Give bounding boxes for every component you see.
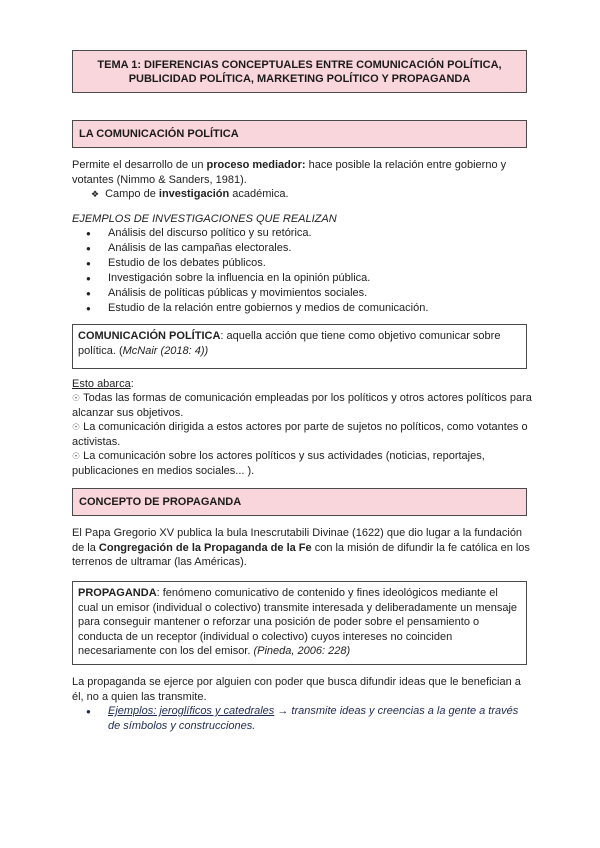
- list-item: [86, 271, 526, 286]
- circle-dot-icon: ☉: [72, 451, 81, 461]
- diamond-text-bold: investigación: [158, 188, 230, 200]
- definition-box-comunicacion: [72, 324, 527, 369]
- list-item: [86, 241, 526, 256]
- abarca-item: [72, 449, 532, 478]
- list-item-text: Estudio de la relación entre gobiernos y medios de comunicación.: [108, 302, 429, 314]
- circle-dot-icon: ☉: [72, 393, 81, 403]
- example-underlined: Ejemplos: jeroglíficos y catedrales: [108, 705, 275, 717]
- abarca-label-text: Esto abarca: [72, 378, 131, 390]
- list-item-text: Análisis del discurso político y su retórica.: [108, 227, 312, 239]
- abarca-item-text: Todas las formas de comunicación empleadas por los políticos y otros actores políticos para alcanzar sus objetivos.: [72, 392, 532, 419]
- intro-paragraph-propaganda: [72, 526, 532, 570]
- document-title-line-2: PUBLICIDAD POLÍTICA, MARKETING POLÍTICO Y PROPAGANDA: [128, 73, 471, 85]
- intro-text-pre: Permite el desarrollo de un: [72, 159, 207, 171]
- diamond-text-pre: Campo de: [105, 188, 159, 200]
- list-item: [86, 301, 526, 316]
- document-title-box: [72, 50, 527, 93]
- bullet-icon: ●: [86, 304, 91, 313]
- bullet-icon: ●: [86, 274, 91, 283]
- examples-heading: EJEMPLOS DE INVESTIGACIONES QUE REALIZAN: [72, 213, 337, 225]
- definition-term: PROPAGANDA: [78, 587, 157, 599]
- abarca-item: [72, 420, 532, 449]
- example-rest: → transmite ideas y creencias a la gente a través de símbolos y construcciones.: [108, 705, 519, 732]
- examples-list: [86, 226, 526, 316]
- definition-citation: (Pineda, 2006: 228): [253, 645, 351, 657]
- section-heading-propaganda: [72, 488, 527, 516]
- list-item: [86, 256, 526, 271]
- bullet-icon: ●: [86, 244, 91, 253]
- bullet-icon: ●: [86, 259, 91, 268]
- example-text: [108, 704, 526, 734]
- list-item-text: Análisis de políticas públicas y movimientos sociales.: [108, 287, 368, 299]
- propaganda-intro-bold: Congregación de la Propaganda de la Fe: [98, 541, 312, 554]
- bullet-icon: ●: [86, 707, 91, 716]
- diamond-bullet-icon: ❖: [91, 189, 100, 199]
- diamond-bullet-item: [91, 187, 521, 202]
- intro-text-bold: proceso mediador:: [206, 159, 306, 171]
- definition-citation: McNair (2018: 4)): [122, 344, 209, 357]
- document-title-line-1: TEMA 1: DIFERENCIAS CONCEPTUALES ENTRE COMUNICACIÓN POLÍTICA,: [97, 59, 502, 71]
- section-heading-comunicacion: [72, 120, 527, 148]
- intro-text-post: hace posible la relación entre gobierno y votantes (Nimmo & Sanders, 1981).: [72, 159, 507, 186]
- closing-paragraph: La propaganda se ejerce por alguien con poder que busca difundir ideas que le benefician a él, no a quien las transmite.: [72, 676, 521, 703]
- definition-text: : fenómeno comunicativo de contenido y fines ideológicos mediante el cual un emisor (individual o colectivo) transmite interesada y deliberadamente un mensaje para conseguir mantener o reforzar una posición de poder sobre el pensamiento o conducta de un receptor (individual o colectivo) cuyos intereses no coinciden necesariamente con los del emisor.: [78, 587, 518, 657]
- propaganda-intro-pre: El Papa Gregorio XV publica la bula Inescrutabili Divinae (1622) que dio lugar a la fundación de la: [72, 527, 523, 554]
- propaganda-intro-post: con la misión de difundir la fe católica en los terrenos de ultramar (las Américas).: [72, 541, 530, 568]
- abarca-item: [72, 391, 532, 420]
- abarca-label: [72, 377, 532, 392]
- section-heading-propaganda-text: CONCEPTO DE PROPAGANDA: [79, 496, 242, 508]
- list-item-text: Análisis de las campañas electorales.: [108, 242, 292, 254]
- list-item-text: Investigación sobre la influencia en la opinión pública.: [108, 272, 371, 284]
- definition-box-propaganda: [72, 581, 527, 665]
- list-item-text: Estudio de los debates públicos.: [108, 257, 266, 269]
- list-item: [86, 226, 526, 241]
- propaganda-example: [86, 704, 526, 734]
- abarca-item-text: La comunicación dirigida a estos actores por parte de sujetos no políticos, como votantes o activistas.: [72, 421, 528, 448]
- section-heading-comunicacion-text: LA COMUNICACIÓN POLÍTICA: [79, 128, 239, 140]
- list-item: [86, 286, 526, 301]
- abarca-item-text: La comunicación sobre los actores políticos y sus actividades (noticias, reportajes, publicaciones en medios sociales... ).: [72, 450, 485, 477]
- abarca-colon: :: [130, 378, 134, 390]
- diamond-text-post: académica.: [229, 188, 289, 200]
- definition-text: : aquella acción que tiene como objetivo comunicar sobre política. (: [78, 330, 501, 357]
- bullet-icon: ●: [86, 289, 91, 298]
- list-item: [86, 704, 526, 734]
- definition-term: COMUNICACIÓN POLÍTICA: [78, 330, 221, 342]
- circle-dot-icon: ☉: [72, 422, 81, 432]
- bullet-icon: ●: [86, 229, 91, 238]
- intro-paragraph-comunicacion: [72, 158, 532, 187]
